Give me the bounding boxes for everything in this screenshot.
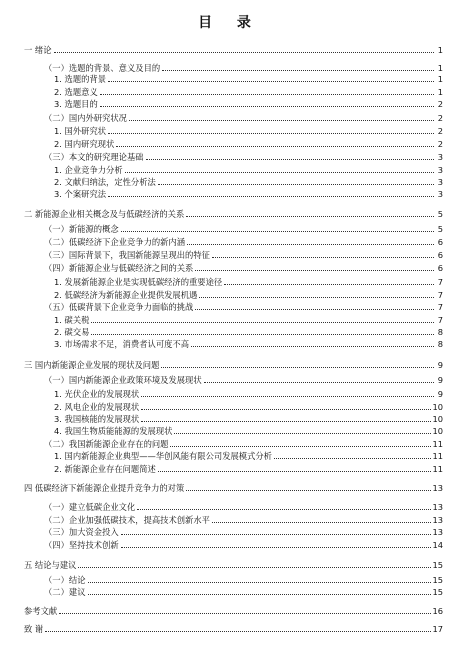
toc-entry-page: 17 bbox=[432, 624, 443, 634]
toc-entry-page: 1 bbox=[437, 74, 443, 84]
toc-entry-page: 3 bbox=[437, 177, 443, 187]
toc-entry-title: 二 新能源企业相关概念及与低碳经济的关系 bbox=[24, 209, 185, 219]
toc-entry-title: 1. 发展新能源企业是实现低碳经济的重要途径 bbox=[54, 277, 223, 287]
toc-entry-title: 2. 选题意义 bbox=[54, 87, 98, 97]
toc-entry-title: 参考文献 bbox=[24, 606, 58, 616]
toc-entry-page: 1 bbox=[437, 63, 443, 73]
toc-entry[interactable] bbox=[24, 481, 443, 493]
toc-entry[interactable] bbox=[44, 261, 443, 273]
toc-entry[interactable] bbox=[44, 248, 443, 260]
toc-dot-leader bbox=[174, 432, 431, 434]
toc-entry-page: 15 bbox=[432, 560, 443, 570]
toc-dot-leader bbox=[158, 470, 432, 472]
toc-entry-page: 16 bbox=[432, 606, 443, 616]
toc-entry-title: （三）国际背景下，我国新能源呈现出的特征 bbox=[44, 250, 210, 260]
toc-entry-page: 6 bbox=[437, 250, 443, 260]
toc-entry[interactable] bbox=[54, 124, 443, 136]
toc-entry-title: 1. 光伏企业的发展现状 bbox=[54, 389, 140, 399]
toc-entry[interactable] bbox=[54, 137, 443, 149]
toc-dot-leader bbox=[88, 581, 432, 583]
toc-entry[interactable] bbox=[54, 97, 443, 109]
toc-entry-title: 1. 碳关税 bbox=[54, 315, 90, 325]
toc-entry[interactable] bbox=[24, 558, 443, 570]
toc-entry-title: （二）企业加强低碳技术，提高技术创新水平 bbox=[44, 515, 210, 525]
toc-entry-title: （四）坚持技术创新 bbox=[44, 540, 119, 550]
toc-entry-page: 7 bbox=[437, 290, 443, 300]
toc-dot-leader bbox=[274, 457, 431, 459]
toc-dot-leader bbox=[187, 243, 434, 245]
toc-entry-page: 1 bbox=[437, 87, 443, 97]
toc-entry[interactable] bbox=[44, 373, 443, 385]
toc-entry-page: 11 bbox=[432, 439, 443, 449]
toc-dot-leader bbox=[121, 230, 434, 232]
toc-dot-leader bbox=[212, 256, 434, 258]
toc-entry-title: 2. 文献归纳法，定性分析法 bbox=[54, 177, 156, 187]
toc-entry-page: 2 bbox=[437, 126, 443, 136]
toc-entry-title: （五）低碳背景下企业竞争力面临的挑战 bbox=[44, 302, 194, 312]
toc-entry-title: 4. 我国生物质能能源的发展现状 bbox=[54, 426, 173, 436]
toc-entry[interactable] bbox=[24, 358, 443, 370]
toc-dot-leader bbox=[45, 630, 431, 632]
toc-entry[interactable] bbox=[24, 43, 443, 55]
toc-entry-title: （一）新能源的概念 bbox=[44, 224, 119, 234]
toc-dot-leader bbox=[91, 321, 434, 323]
toc-entry-title: （一）选题的背景、意义及目的 bbox=[44, 63, 161, 73]
toc-entry[interactable] bbox=[54, 288, 443, 300]
toc-dot-leader bbox=[195, 308, 434, 310]
toc-dot-leader bbox=[91, 333, 434, 335]
toc-entry-title: （一）结论 bbox=[44, 575, 86, 585]
toc-dot-leader bbox=[212, 521, 431, 523]
toc-entry-page: 13 bbox=[432, 483, 443, 493]
toc-entry-title: 五 结论与建议 bbox=[24, 560, 77, 570]
toc-dot-leader bbox=[121, 546, 432, 548]
toc-entry[interactable] bbox=[24, 622, 443, 634]
toc-dot-leader bbox=[170, 445, 431, 447]
toc-entry[interactable] bbox=[54, 72, 443, 84]
toc-entry-title: 2. 国内研究现状 bbox=[54, 139, 115, 149]
toc-entry-page: 11 bbox=[432, 464, 443, 474]
toc-entry-page: 13 bbox=[432, 502, 443, 512]
toc-entry-page: 7 bbox=[437, 277, 443, 287]
toc-entry-title: （二）建议 bbox=[44, 587, 86, 597]
toc-entry-page: 3 bbox=[437, 189, 443, 199]
toc-dot-leader bbox=[224, 283, 434, 285]
toc-entry[interactable] bbox=[44, 222, 443, 234]
toc-entry[interactable] bbox=[44, 513, 443, 525]
toc-entry-title: 致 谢 bbox=[24, 624, 44, 634]
toc-entry-page: 3 bbox=[437, 165, 443, 175]
toc-entry-title: 3. 个案研究法 bbox=[54, 189, 107, 199]
toc-entry[interactable] bbox=[54, 187, 443, 199]
toc-entry[interactable] bbox=[54, 449, 443, 461]
toc-entry[interactable] bbox=[54, 337, 443, 349]
toc-entry[interactable] bbox=[54, 163, 443, 175]
toc-dot-leader bbox=[88, 593, 432, 595]
toc-entry-title: 2. 新能源企业存在问题简述 bbox=[54, 464, 156, 474]
toc-entry[interactable] bbox=[44, 538, 443, 550]
toc-entry-page: 10 bbox=[432, 426, 443, 436]
toc-entry-page: 8 bbox=[437, 339, 443, 349]
toc-entry-title: 2. 低碳经济为新能源企业提供发展机遇 bbox=[54, 290, 198, 300]
toc-entry-page: 13 bbox=[432, 515, 443, 525]
toc-title: 目 录 bbox=[198, 15, 261, 31]
toc-entry[interactable] bbox=[44, 300, 443, 312]
toc-dot-leader bbox=[59, 612, 431, 614]
toc-entry-page: 9 bbox=[437, 375, 443, 385]
toc-entry-page: 5 bbox=[437, 224, 443, 234]
toc-dot-leader bbox=[129, 119, 434, 121]
toc-entry-page: 8 bbox=[437, 327, 443, 337]
toc-entry[interactable] bbox=[54, 325, 443, 337]
toc-dot-leader bbox=[108, 195, 434, 197]
toc-entry[interactable] bbox=[54, 424, 443, 436]
toc-dot-leader bbox=[141, 395, 434, 397]
toc-entry-page: 10 bbox=[432, 402, 443, 412]
toc-entry-title: 一 绪论 bbox=[24, 45, 52, 55]
toc-entry-page: 6 bbox=[437, 263, 443, 273]
toc-dot-leader bbox=[54, 51, 434, 53]
toc-entry-page: 15 bbox=[432, 587, 443, 597]
toc-entry-title: 1. 国外研究状 bbox=[54, 126, 107, 136]
toc-dot-leader bbox=[146, 158, 434, 160]
toc-entry[interactable] bbox=[54, 275, 443, 287]
toc-entry[interactable] bbox=[44, 525, 443, 537]
toc-entry[interactable] bbox=[44, 585, 443, 597]
toc-entry-title: 2. 风电企业的发展现状 bbox=[54, 402, 140, 412]
toc-entry-title: （二）我国新能源企业存在的问题 bbox=[44, 439, 169, 449]
toc-entry[interactable] bbox=[54, 387, 443, 399]
toc-entry-page: 1 bbox=[437, 45, 443, 55]
toc-entry-page: 10 bbox=[432, 414, 443, 424]
toc-entry[interactable] bbox=[24, 207, 443, 219]
toc-entry-title: （二）低碳经济下企业竞争力的新内涵 bbox=[44, 237, 186, 247]
toc-entry-page: 11 bbox=[432, 451, 443, 461]
toc-entry-title: （三）加大资金投入 bbox=[44, 527, 119, 537]
toc-dot-leader bbox=[121, 533, 432, 535]
toc-dot-leader bbox=[78, 566, 431, 568]
toc-entry-title: 三 国内新能源企业发展的现状及问题 bbox=[24, 360, 160, 370]
toc-entry[interactable] bbox=[44, 500, 443, 512]
toc-dot-leader bbox=[137, 508, 431, 510]
toc-dot-leader bbox=[116, 145, 434, 147]
toc-dot-leader bbox=[100, 105, 434, 107]
toc-dot-leader bbox=[191, 345, 434, 347]
toc-dot-leader bbox=[125, 171, 434, 173]
toc-entry-title: 3. 选题目的 bbox=[54, 99, 98, 109]
toc-entry-title: （二）国内外研究状况 bbox=[44, 113, 127, 123]
toc-entry[interactable] bbox=[44, 573, 443, 585]
toc-dot-leader bbox=[141, 408, 431, 410]
toc-entry[interactable] bbox=[54, 400, 443, 412]
toc-dot-leader bbox=[204, 381, 434, 383]
toc-entry-page: 15 bbox=[432, 575, 443, 585]
toc-entry[interactable] bbox=[44, 150, 443, 162]
toc-entry[interactable] bbox=[44, 111, 443, 123]
toc-entry-page: 2 bbox=[437, 113, 443, 123]
toc-entry-page: 3 bbox=[437, 152, 443, 162]
toc-entry-page: 13 bbox=[432, 527, 443, 537]
toc-entry[interactable] bbox=[54, 412, 443, 424]
toc-entry[interactable] bbox=[54, 313, 443, 325]
toc-entry-title: 1. 选题的背景 bbox=[54, 74, 107, 84]
toc-entry-title: 1. 国内新能源企业典型——华创风能有限公司发展模式分析 bbox=[54, 451, 272, 461]
toc-dot-leader bbox=[108, 80, 434, 82]
toc-entry-page: 5 bbox=[437, 209, 443, 219]
toc-entry-page: 7 bbox=[437, 315, 443, 325]
toc-entry-page: 2 bbox=[437, 99, 443, 109]
toc-entry-title: （一）建立低碳企业文化 bbox=[44, 502, 136, 512]
toc-entry-page: 7 bbox=[437, 302, 443, 312]
toc-entry-title: 3. 我国核能的发展现状 bbox=[54, 414, 140, 424]
toc-entry-title: 1. 企业竞争力分析 bbox=[54, 165, 123, 175]
toc-entry-page: 2 bbox=[437, 139, 443, 149]
toc-dot-leader bbox=[186, 215, 434, 217]
toc-entry[interactable] bbox=[44, 437, 443, 449]
toc-entry-page: 6 bbox=[437, 237, 443, 247]
toc-entry[interactable] bbox=[44, 235, 443, 247]
toc-dot-leader bbox=[199, 296, 434, 298]
toc-entry-title: （三）本文的研究理论基础 bbox=[44, 152, 144, 162]
toc-dot-leader bbox=[108, 132, 434, 134]
toc-entry-title: 2. 碳交易 bbox=[54, 327, 90, 337]
toc-entry[interactable] bbox=[54, 462, 443, 474]
toc-dot-leader bbox=[195, 269, 434, 271]
toc-entry[interactable] bbox=[54, 175, 443, 187]
toc-dot-leader bbox=[161, 366, 434, 368]
toc-entry-page: 9 bbox=[437, 360, 443, 370]
toc-entry[interactable] bbox=[54, 85, 443, 97]
toc-entry-page: 9 bbox=[437, 389, 443, 399]
toc-entry-title: （四）新能源企业与低碳经济之间的关系 bbox=[44, 263, 194, 273]
toc-dot-leader bbox=[162, 69, 434, 71]
toc-entry-title: 四 低碳经济下新能源企业提升竞争力的对策 bbox=[24, 483, 185, 493]
toc-dot-leader bbox=[186, 489, 431, 491]
toc-dot-leader bbox=[158, 183, 434, 185]
toc-entry-page: 14 bbox=[432, 540, 443, 550]
toc-entry[interactable] bbox=[24, 604, 443, 616]
toc-entry-title: 3. 市场需求不足，消费者认可度不高 bbox=[54, 339, 190, 349]
toc-dot-leader bbox=[100, 93, 434, 95]
toc-entry-title: （一）国内新能源企业政策环境及发展现状 bbox=[44, 375, 202, 385]
toc-dot-leader bbox=[141, 420, 431, 422]
